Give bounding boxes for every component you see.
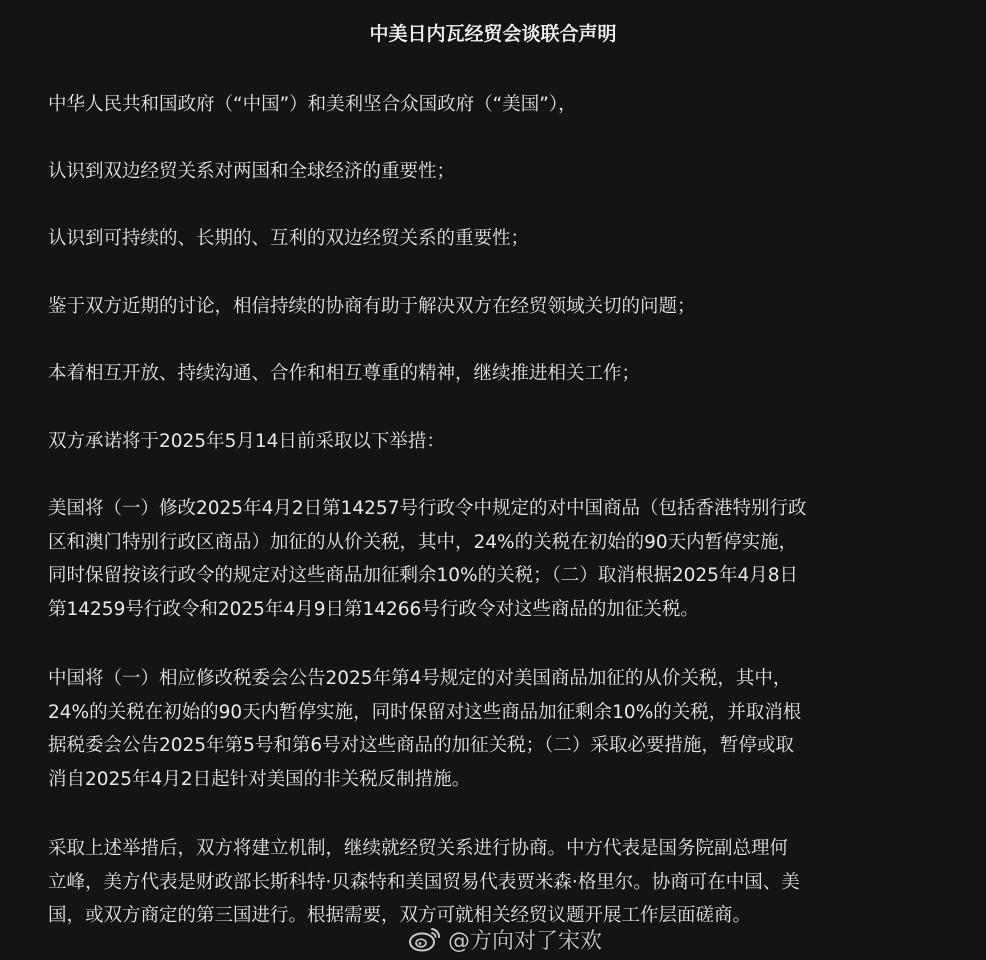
paragraph-recognition-1: [48, 155, 908, 189]
paragraph-line: 立峰，美方代表是财政部长斯科特·贝森特和美国贸易代表贾米森·格里尔。协商可在中国、美: [48, 871, 800, 893]
paragraph-line: 认识到双边经贸关系对两国和全球经济的重要性；: [48, 161, 456, 182]
paragraph-spirit: [48, 357, 908, 391]
paragraph-discussion: [48, 290, 908, 324]
paragraph-line: 同时保留按该行政令的规定对这些商品加征剩余10%的关税；（二）取消根据2025年4月8日: [48, 565, 798, 586]
paragraph-line: 采取上述举措后，双方将建立机制，继续就经贸关系进行协商。中方代表是国务院副总理何: [48, 838, 789, 859]
paragraph-line: 本着相互开放、持续沟通、合作和相互尊重的精神，继续推进相关工作；: [48, 363, 641, 384]
paragraph-mechanism: [48, 832, 908, 933]
paragraph-line: 双方承诺将于2025年5月14日前采取以下举措：: [48, 431, 445, 452]
paragraph-line: 区和澳门特别行政区商品）加征的从价关税，其中，24%的关税在初始的90天内暂停实施，: [48, 531, 798, 553]
paragraph-line: 鉴于双方近期的讨论，相信持续的协商有助于解决双方在经贸领域关切的问题；: [48, 296, 696, 317]
paragraph-recognition-2: [48, 222, 908, 256]
paragraph-line: 中华人民共和国政府（“中国”）和美利坚合众国政府（“美国”），: [48, 94, 577, 115]
paragraph-line: 中国将（一）相应修改税委会公告2025年第4号规定的对美国商品加征的从价关税，其中，: [48, 668, 792, 689]
paragraph-commitment: [48, 425, 908, 459]
paragraph-line: 认识到可持续的、长期的、互利的双边经贸关系的重要性；: [48, 228, 530, 249]
paragraph-line: 美国将（一）修改2025年4月2日第14257号行政令中规定的对中国商品（包括香港特别行政: [48, 498, 807, 519]
paragraph-preamble: [48, 88, 908, 122]
document-title: 中美日内瓦经贸会谈联合声明: [369, 23, 617, 45]
paragraph-line: 消自2025年4月2日起针对美国的非关税反制措施。: [48, 768, 471, 790]
weibo-watermark: [408, 922, 602, 956]
paragraph-line: 第14259号行政令和2025年4月9日第14266号行政令对这些商品的加征关税。: [48, 598, 699, 620]
paragraph-line: 据税委会公告2025年第5号和第6号对这些商品的加征关税；（二）采取必要措施，暂停或取: [48, 735, 794, 756]
paragraph-line: 24%的关税在初始的90天内暂停实施，同时保留对这些商品加征剩余10%的关税，并取消根: [48, 701, 802, 723]
watermark-handle: @方向对了宋欢: [447, 928, 602, 954]
paragraph-line: 国，或双方商定的第三国进行。根据需要，双方可就相关经贸议题开展工作层面磋商。: [48, 905, 752, 926]
weibo-icon: [408, 925, 442, 953]
paragraph-us-measures: [48, 492, 908, 626]
paragraph-china-measures: [48, 662, 908, 796]
